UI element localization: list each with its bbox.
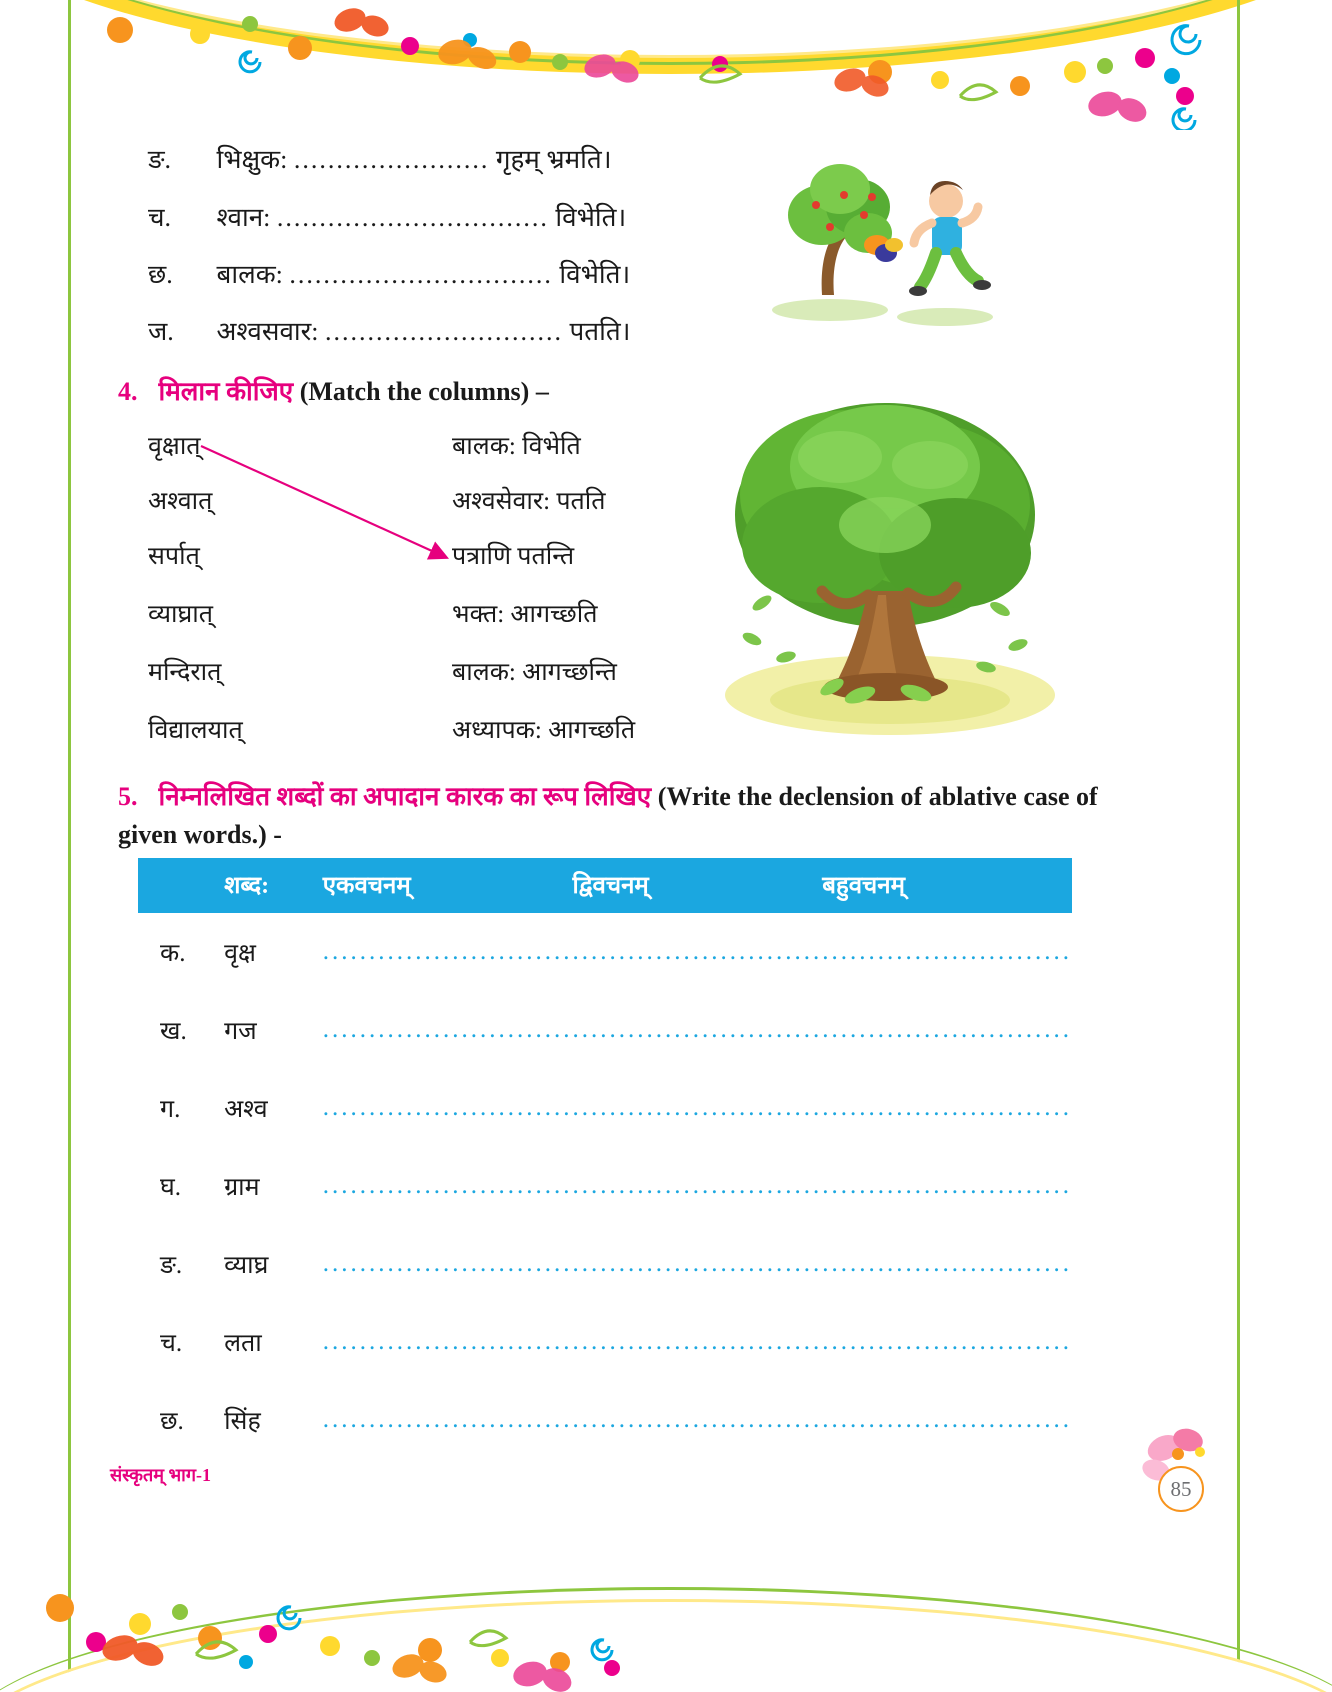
plural-blank[interactable]: ...........................	[822, 1172, 1072, 1199]
singular-blank[interactable]: ...........................	[322, 1172, 573, 1199]
row-index: घ.	[160, 1174, 182, 1201]
item-text-before: अश्वसवार:	[216, 317, 319, 346]
fill-item	[148, 255, 630, 291]
question-5-number: 5.	[118, 782, 138, 811]
table-row	[138, 1381, 1072, 1459]
table-row	[138, 1303, 1072, 1381]
item-text-after: गृहम् भ्रमति।	[495, 145, 612, 174]
fill-item	[148, 312, 631, 348]
question-5-title-en: (Write the declension of ablative case of given words.) -	[118, 782, 1098, 849]
fill-item	[148, 140, 612, 176]
singular-blank[interactable]: ...........................	[322, 1016, 573, 1043]
match-right-item[interactable]: अध्यापक: आगच्छति	[452, 717, 636, 744]
table-header-cell: एकवचनम्	[323, 858, 573, 913]
table-row	[138, 1069, 1072, 1147]
table-row	[138, 991, 1072, 1069]
item-text-before: बालक:	[216, 260, 283, 289]
table-row	[138, 1147, 1072, 1225]
table-header-row	[138, 858, 1072, 913]
row-word: व्याघ्र	[224, 1252, 269, 1279]
dual-blank[interactable]: ...........................	[572, 1406, 823, 1433]
item-label: च.	[148, 203, 172, 232]
item-text-after: विभेति।	[555, 203, 627, 232]
match-connector-arrow-icon	[195, 430, 475, 575]
row-word: गज	[224, 1018, 257, 1045]
table-header-cell: शब्द:	[224, 858, 323, 913]
dual-blank[interactable]: ...........................	[572, 1328, 823, 1355]
match-left-item[interactable]: वृक्षात्	[148, 433, 201, 460]
match-left-item[interactable]: व्याघ्रात्	[148, 601, 214, 628]
row-word: सिंह	[224, 1408, 261, 1435]
table-header-cell: बहुवचनम्	[822, 858, 1072, 913]
plural-blank[interactable]: ...........................	[822, 1016, 1072, 1043]
row-word: लता	[224, 1330, 262, 1357]
bottom-decorative-border	[0, 1542, 1332, 1692]
item-label: ज.	[148, 317, 174, 346]
declension-table	[138, 858, 1072, 1459]
dual-blank[interactable]: ...........................	[572, 1094, 823, 1121]
item-blank[interactable]: .......................	[293, 145, 490, 174]
item-text-before: श्वान:	[216, 203, 271, 232]
match-left-item[interactable]: मन्दिरात्	[148, 659, 222, 686]
question-5-heading	[118, 778, 1118, 853]
dual-blank[interactable]: ...........................	[572, 1250, 823, 1277]
match-right-item[interactable]: बालक: आगच्छन्ति	[452, 659, 617, 686]
row-word: वृक्ष	[224, 940, 256, 967]
book-footer-title: संस्कृतम् भाग-1	[110, 1465, 211, 1485]
table-header-cell	[138, 858, 224, 913]
dual-blank[interactable]: ...........................	[572, 1016, 823, 1043]
plural-blank[interactable]: ...........................	[822, 1250, 1072, 1277]
row-word: अश्व	[224, 1096, 268, 1123]
item-blank[interactable]: ................................	[276, 203, 549, 232]
item-label: छ.	[148, 260, 173, 289]
row-index: ग.	[160, 1096, 181, 1123]
question-4-title-hi: मिलान कीजिए	[158, 377, 294, 406]
singular-blank[interactable]: ...........................	[322, 1328, 573, 1355]
match-right-item[interactable]: पत्राणि पतन्ति	[452, 543, 575, 570]
plural-blank[interactable]: ...........................	[822, 938, 1072, 965]
item-text-after: पतति।	[569, 317, 631, 346]
bottom-border-flowers-icon	[0, 1542, 1332, 1692]
tree-illustration	[700, 395, 1070, 740]
plural-blank[interactable]: ...........................	[822, 1094, 1072, 1121]
table-row	[138, 913, 1072, 991]
table-header-cell: द्विवचनम्	[573, 858, 823, 913]
dual-blank[interactable]: ...........................	[572, 938, 823, 965]
item-blank[interactable]: ............................	[325, 317, 563, 346]
row-word: ग्राम	[224, 1174, 260, 1201]
singular-blank[interactable]: ...........................	[322, 938, 573, 965]
table-row	[138, 1225, 1072, 1303]
match-right-item[interactable]: अश्वसेवार: पतति	[452, 488, 606, 515]
item-text-after: विभेति।	[559, 260, 631, 289]
match-left-item[interactable]: विद्यालयात्	[148, 717, 243, 744]
match-left-item[interactable]: सर्पात्	[148, 543, 200, 570]
match-right-item[interactable]: भक्त: आगच्छति	[452, 601, 598, 628]
item-label: ङ.	[148, 145, 172, 174]
singular-blank[interactable]: ...........................	[322, 1250, 573, 1277]
plural-blank[interactable]: ...........................	[822, 1406, 1072, 1433]
match-left-item[interactable]: अश्वात्	[148, 488, 213, 515]
item-blank[interactable]: ...............................	[289, 260, 553, 289]
boy-running-illustration	[760, 145, 1010, 335]
question-5-title-hi: निम्नलिखित शब्दों का अपादान कारक का रूप लिखिए	[158, 782, 652, 811]
row-index: छ.	[160, 1408, 184, 1435]
fill-item	[148, 198, 626, 234]
match-right-item[interactable]: बालक: विभेति	[452, 433, 581, 460]
dual-blank[interactable]: ...........................	[572, 1172, 823, 1199]
row-index: ङ.	[160, 1252, 183, 1279]
page-number: 85	[1158, 1466, 1204, 1512]
row-index: ख.	[160, 1018, 187, 1045]
question-4-title-en: (Match the columns) –	[299, 377, 549, 406]
question-4-number: 4.	[118, 377, 138, 406]
item-text-before: भिक्षुक:	[216, 145, 288, 174]
row-index: च.	[160, 1330, 183, 1357]
question-4-heading	[118, 372, 549, 408]
singular-blank[interactable]: ...........................	[322, 1406, 573, 1433]
singular-blank[interactable]: ...........................	[322, 1094, 573, 1121]
row-index: क.	[160, 940, 186, 967]
plural-blank[interactable]: ...........................	[822, 1328, 1072, 1355]
